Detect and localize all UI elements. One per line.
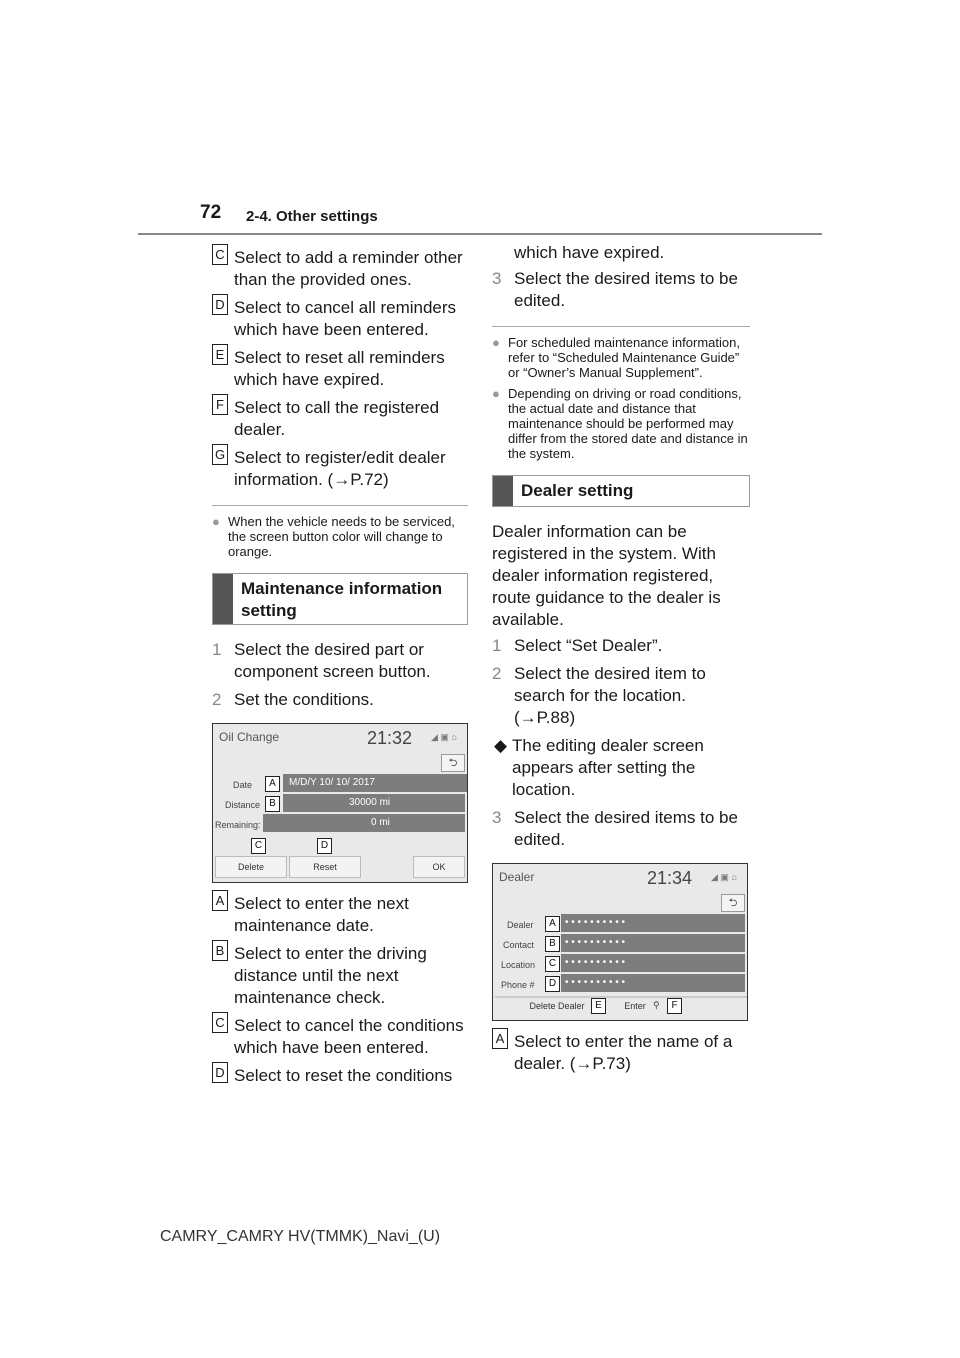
- row-label: Contact: [503, 940, 535, 950]
- screen-tag: C: [545, 956, 560, 972]
- screen-tag: D: [545, 976, 560, 992]
- subsection-heading: Maintenance information setting: [212, 573, 468, 625]
- right-column: [492, 242, 750, 1081]
- screen-tag: E: [591, 998, 606, 1014]
- screen-clock: 21:34: [647, 868, 693, 888]
- list-item: F Select to call the registered dealer.: [212, 397, 468, 441]
- label-tag: E: [212, 344, 228, 365]
- screen-tag: C: [251, 838, 266, 854]
- screen-tag: B: [545, 936, 560, 952]
- label-tag: D: [212, 294, 228, 315]
- note-divider: [492, 326, 750, 327]
- note: ● Depending on driving or road conditions, the actual date and distance that maintenance should be performed may differ from the stored date and distance in the system.: [492, 386, 748, 461]
- list-item: C Select to add a reminder other than the provided ones.: [212, 247, 468, 291]
- list-item: E Select to reset all reminders which have expired.: [212, 347, 468, 391]
- label-tag: G: [212, 444, 228, 465]
- ok-button[interactable]: OK: [413, 856, 465, 878]
- continued-text: which have expired.: [514, 243, 665, 262]
- section-title: 2-4. Other settings: [246, 208, 378, 225]
- list-item: A Select to enter the name of a dealer. (→P.73): [492, 1031, 750, 1075]
- label-tag: A: [492, 1028, 508, 1049]
- heading-bar: [493, 476, 513, 506]
- label-tag: C: [212, 244, 228, 265]
- row-label: Location: [501, 960, 536, 970]
- screen-tag: D: [317, 838, 332, 854]
- screen-tag: F: [667, 998, 682, 1014]
- step: 3 Select the desired items to be edited.: [492, 269, 738, 310]
- reset-button[interactable]: Reset: [289, 856, 361, 878]
- back-button[interactable]: ⮌: [721, 894, 745, 912]
- list-item: G Select to register/edit dealer information. (→P.72): [212, 447, 468, 491]
- screen-title: Oil Change: [219, 730, 280, 744]
- label-tag: B: [212, 940, 228, 961]
- label-tag: C: [212, 1012, 228, 1033]
- footer-model: CAMRY_CAMRY HV(TMMK)_Navi_(U): [160, 1228, 441, 1245]
- date-field[interactable]: M/D/Y 10/ 10/ 2017: [283, 774, 468, 792]
- note-divider: [212, 505, 468, 506]
- heading-bar: [213, 574, 233, 624]
- header-rule: [138, 233, 822, 235]
- delete-dealer-button[interactable]: Delete Dealer: [529, 1001, 585, 1011]
- bullet-dot-icon: ●: [492, 335, 500, 350]
- delete-button[interactable]: Delete: [215, 856, 287, 878]
- dealer-field[interactable]: • • • • • • • • • •: [561, 914, 745, 932]
- dealer-screen: [492, 863, 748, 1021]
- status-icons: ◢ ▣ ⌂: [431, 732, 457, 742]
- list-item: D Select to reset the conditions: [212, 1065, 468, 1087]
- row-label: Distance: [225, 800, 261, 810]
- phone-field[interactable]: • • • • • • • • • •: [561, 974, 745, 992]
- step: 2 Select the desired item to search for the location. (→P.88): [492, 664, 706, 727]
- subsection-heading: Dealer setting: [492, 475, 750, 507]
- step: 1 Select the desired part or component screen button.: [212, 640, 431, 681]
- bullet-item: ◆ The editing dealer screen appears after setting the location.: [494, 736, 704, 799]
- screen-tag: B: [265, 796, 280, 812]
- remaining-field: 0 mi: [263, 814, 465, 832]
- screen-title: Dealer: [499, 870, 535, 884]
- contact-field[interactable]: • • • • • • • • • •: [561, 934, 745, 952]
- location-pin-icon: ⚲: [653, 1000, 660, 1010]
- step: 2 Set the conditions.: [212, 690, 374, 709]
- enter-button[interactable]: Enter: [624, 1001, 646, 1011]
- location-field[interactable]: • • • • • • • • • •: [561, 954, 745, 972]
- paragraph: Dealer information can be registered in the system. With dealer information registered, route guidance to the dealer is available.: [492, 522, 721, 629]
- page-number: 72: [200, 202, 222, 223]
- label-tag: D: [212, 1062, 228, 1083]
- row-label: Remaining:: [215, 820, 261, 830]
- screen-tag: A: [265, 776, 280, 792]
- label-tag: A: [212, 890, 228, 911]
- distance-field[interactable]: 30000 mi: [283, 794, 465, 812]
- status-icons: ◢ ▣ ⌂: [711, 872, 737, 882]
- note: ● When the vehicle needs to be serviced, the screen button color will change to orange.: [212, 514, 455, 559]
- step: 1 Select “Set Dealer”.: [492, 636, 663, 655]
- screen-tag: A: [545, 916, 560, 932]
- list-item: B Select to enter the driving distance until the next maintenance check.: [212, 943, 468, 1009]
- bullet-dot-icon: ●: [492, 386, 500, 401]
- note: ● For scheduled maintenance information, refer to “Scheduled Maintenance Guide” or “Owner’s Manual Supplement”.: [492, 335, 740, 380]
- row-label: Phone #: [501, 980, 535, 990]
- oil-change-screen: [212, 723, 468, 883]
- diamond-bullet-icon: ◆: [494, 736, 508, 755]
- label-tag: F: [212, 394, 228, 415]
- back-button[interactable]: ⮌: [441, 754, 465, 772]
- row-label: Date: [233, 780, 253, 790]
- left-column: [212, 247, 468, 1093]
- list-item: C Select to cancel the conditions which have been entered.: [212, 1015, 468, 1059]
- row-label: Dealer: [507, 920, 534, 930]
- list-item: D Select to cancel all reminders which have been entered.: [212, 297, 468, 341]
- step: 3 Select the desired items to be edited.: [492, 808, 738, 849]
- bullet-dot-icon: ●: [212, 514, 220, 529]
- screen-clock: 21:32: [367, 728, 413, 748]
- list-item: A Select to enter the next maintenance date.: [212, 893, 468, 937]
